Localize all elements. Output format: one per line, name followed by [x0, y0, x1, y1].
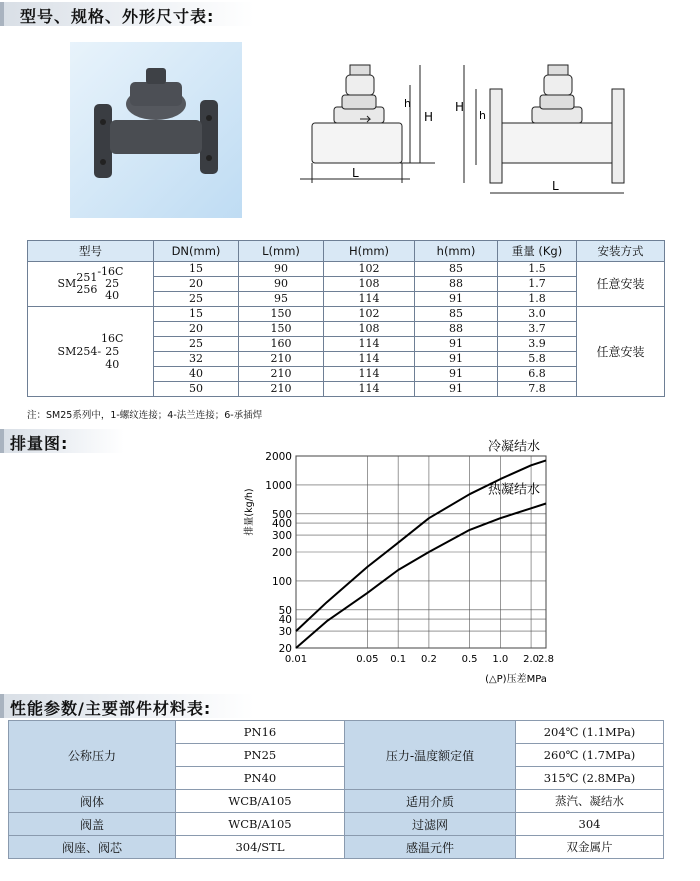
cell: 88	[415, 277, 498, 292]
y-tick-label: 30	[278, 626, 292, 639]
cell: 150	[239, 322, 324, 337]
x-tick-label: 2.0	[523, 654, 540, 665]
series-label: 热凝结水	[487, 482, 540, 498]
series-label: 冷凝结水	[487, 439, 540, 455]
cell: 114	[324, 337, 415, 352]
drawing1-H-label: H	[424, 110, 434, 124]
cell: 114	[324, 352, 415, 367]
model-cell-group1: SM251 256-16C 25 40	[28, 262, 154, 307]
cell: 40	[154, 367, 239, 382]
col-H: H(mm)	[324, 241, 415, 262]
dimension-drawing-flanged	[455, 55, 640, 200]
cell: 91	[415, 367, 498, 382]
x-tick-label: 1.0	[492, 654, 509, 665]
cell: 91	[415, 337, 498, 352]
table-row	[28, 262, 665, 277]
part-value: WCB/A105	[176, 790, 345, 813]
pt-value: 315℃ (2.8MPa)	[516, 767, 664, 790]
cell: 5.8	[498, 352, 577, 367]
cell: 50	[154, 382, 239, 397]
spec-table	[27, 240, 665, 397]
col-l: L(mm)	[239, 241, 324, 262]
spec-table-header	[28, 241, 665, 262]
cell: 160	[239, 337, 324, 352]
cell: 25	[154, 337, 239, 352]
table-row	[9, 836, 664, 859]
y-tick-label: 2000	[265, 451, 292, 463]
cell: 114	[324, 367, 415, 382]
model-suffix: 16C	[101, 332, 124, 345]
nominal-pressure-label: 公称压力	[9, 721, 176, 790]
part-label: 适用介质	[345, 790, 516, 813]
drawing2-h-label: h	[479, 109, 486, 122]
cell: 108	[324, 322, 415, 337]
cell: 15	[154, 307, 239, 322]
model-line1: 251	[76, 271, 98, 284]
cell: 108	[324, 277, 415, 292]
cell: 32	[154, 352, 239, 367]
cell: 90	[239, 277, 324, 292]
cell: 3.9	[498, 337, 577, 352]
cell: 85	[415, 307, 498, 322]
col-model: 型号	[28, 241, 154, 262]
product-photo	[70, 42, 242, 218]
col-weight: 重量 (Kg)	[498, 241, 577, 262]
model-suffix: 25	[105, 345, 120, 358]
cell: 114	[324, 382, 415, 397]
cell: 95	[239, 292, 324, 307]
table-row	[9, 813, 664, 836]
x-tick-label: 0.1	[390, 654, 407, 665]
cell: 210	[239, 352, 324, 367]
part-label: 过滤网	[345, 813, 516, 836]
x-tick-label: 0.2	[420, 654, 437, 665]
part-value: 304	[516, 813, 664, 836]
cell: 1.7	[498, 277, 577, 292]
cell: 88	[415, 322, 498, 337]
x-tick-label: 0.5	[461, 654, 478, 665]
y-tick-label: 500	[271, 508, 292, 521]
model-prefix: SM	[57, 277, 77, 290]
part-label: 阀体	[9, 790, 176, 813]
dimension-drawing-threaded	[300, 55, 450, 190]
x-tick-label: 2.8	[538, 654, 554, 665]
pressure-pn25: PN25	[176, 744, 345, 767]
x-tick-label: 0.01	[284, 654, 308, 665]
drawing2-H-label: H	[455, 100, 465, 114]
table-note: 注：SM25系列中，1-螺纹连接；4-法兰连接；6-承插焊	[27, 410, 263, 421]
part-value: 304/STL	[176, 836, 345, 859]
model-suffix: 25	[105, 277, 120, 290]
pt-value: 204℃ (1.1MPa)	[516, 721, 664, 744]
section-title-perf: 性能参数/主要部件材料表:	[10, 699, 212, 718]
cell: 20	[154, 277, 239, 292]
model-prefix: SM254-	[57, 344, 102, 358]
y-tick-label: 50	[278, 604, 292, 617]
cell: 7.8	[498, 382, 577, 397]
cell: 210	[239, 367, 324, 382]
mount-cell-group1: 任意安装	[577, 262, 665, 307]
cell: 15	[154, 262, 239, 277]
cell: 102	[324, 307, 415, 322]
cell: 150	[239, 307, 324, 322]
cell: 3.0	[498, 307, 577, 322]
y-axis-label: 排量(kg/h)	[244, 488, 255, 536]
pt-value: 260℃ (1.7MPa)	[516, 744, 664, 767]
cell: 1.8	[498, 292, 577, 307]
part-label: 阀座、阀芯	[9, 836, 176, 859]
cell: 91	[415, 382, 498, 397]
y-tick-label: 200	[271, 547, 292, 559]
part-label: 感温元件	[345, 836, 516, 859]
cell: 3.7	[498, 322, 577, 337]
model-suffix: 40	[105, 358, 120, 371]
y-tick-label: 20	[278, 643, 292, 655]
y-tick-label: 40	[278, 614, 292, 627]
table-row	[9, 721, 664, 744]
table-row	[28, 307, 665, 322]
pressure-pn16: PN16	[176, 721, 345, 744]
cell: 20	[154, 322, 239, 337]
part-value: 双金属片	[516, 836, 664, 859]
section-title-flow: 排量图:	[10, 434, 69, 453]
cell: 210	[239, 382, 324, 397]
x-tick-label: 0.05	[356, 654, 379, 665]
part-label: 阀盖	[9, 813, 176, 836]
y-tick-label: 400	[271, 518, 292, 531]
y-tick-label: 300	[271, 530, 292, 543]
cell: 6.8	[498, 367, 577, 382]
perf-table	[8, 720, 664, 859]
x-axis-label: (△P)压差MPa	[485, 674, 547, 685]
col-mount: 安装方式	[577, 241, 665, 262]
flow-chart	[238, 439, 568, 688]
cell: 90	[239, 262, 324, 277]
cell: 91	[415, 292, 498, 307]
mount-cell-group2: 任意安装	[577, 307, 665, 397]
col-dn: DN(mm)	[154, 241, 239, 262]
model-line2: 256	[76, 283, 98, 296]
drawing1-h-label: h	[404, 97, 411, 110]
cell: 1.5	[498, 262, 577, 277]
cell: 25	[154, 292, 239, 307]
drawing2-L-label: L	[552, 179, 559, 193]
part-value: WCB/A105	[176, 813, 345, 836]
cell: 85	[415, 262, 498, 277]
y-tick-label: 100	[271, 575, 292, 588]
part-value: 蒸汽、凝结水	[516, 790, 664, 813]
cell: 91	[415, 352, 498, 367]
col-h: h(mm)	[415, 241, 498, 262]
model-suffix: 16C	[101, 265, 124, 278]
drawing1-L-label: L	[352, 166, 359, 180]
y-tick-label: 1000	[265, 479, 292, 492]
table-row	[9, 790, 664, 813]
section-title-dimensions: 型号、规格、外形尺寸表:	[20, 7, 215, 26]
pressure-pn40: PN40	[176, 767, 345, 790]
model-suffix: 40	[105, 289, 120, 302]
cell: 114	[324, 292, 415, 307]
pt-rating-label: 压力-温度额定值	[345, 721, 516, 790]
model-cell-group2	[28, 307, 154, 397]
cell: 102	[324, 262, 415, 277]
